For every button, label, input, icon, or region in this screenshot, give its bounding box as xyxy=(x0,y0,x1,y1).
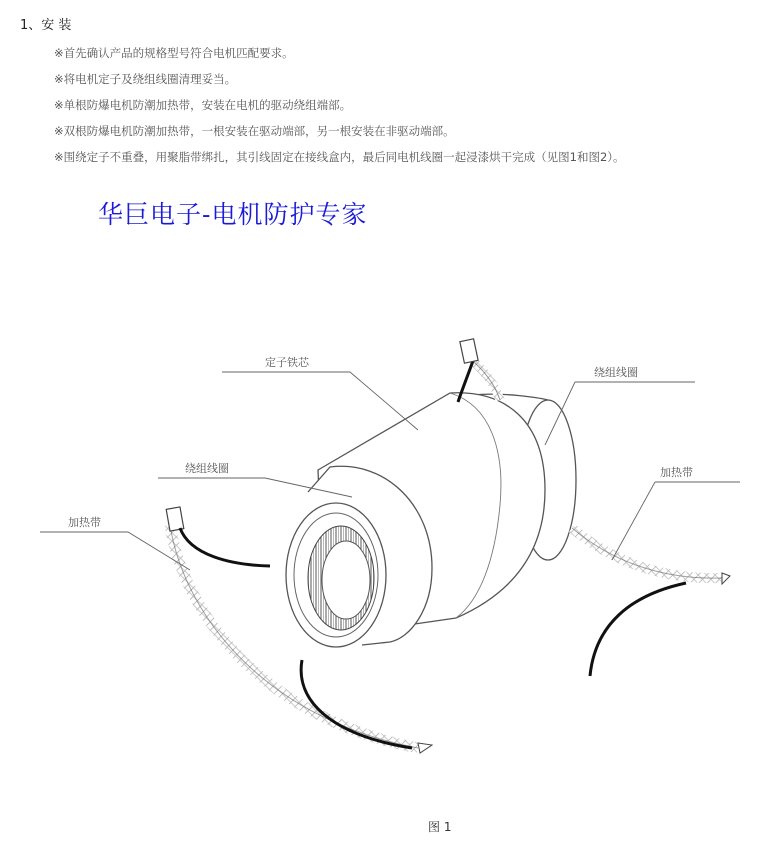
label-stator-core: 定子铁芯 xyxy=(265,356,309,369)
label-winding-coil-right: 绕组线圈 xyxy=(594,366,638,379)
note-item: ※首先确认产品的规格型号符合电机匹配要求。 xyxy=(54,46,294,60)
label-heater-left: 加热带 xyxy=(68,516,101,529)
note-item: ※单根防爆电机防潮加热带，安装在电机的驱动绕组端部。 xyxy=(54,98,352,112)
section-number: 1、 xyxy=(20,18,42,33)
section-title: 安 装 xyxy=(41,18,72,33)
figure-caption: 图 1 xyxy=(428,820,452,834)
brand-slogan: 华巨电子-电机防护专家 xyxy=(98,200,368,229)
note-item: ※将电机定子及绕组线圈清理妥当。 xyxy=(54,72,237,86)
label-winding-coil-front: 绕组线圈 xyxy=(185,462,229,475)
label-heater-right: 加热带 xyxy=(660,466,693,479)
note-item: ※双根防爆电机防潮加热带，一根安装在驱动端部，另一根安装在非驱动端部。 xyxy=(54,124,455,138)
note-item: ※围绕定子不重叠，用聚脂带绑扎，其引线固定在接线盒内，最后同电机线圈一起浸漆烘干完成（见图1和图2）。 xyxy=(54,150,625,164)
